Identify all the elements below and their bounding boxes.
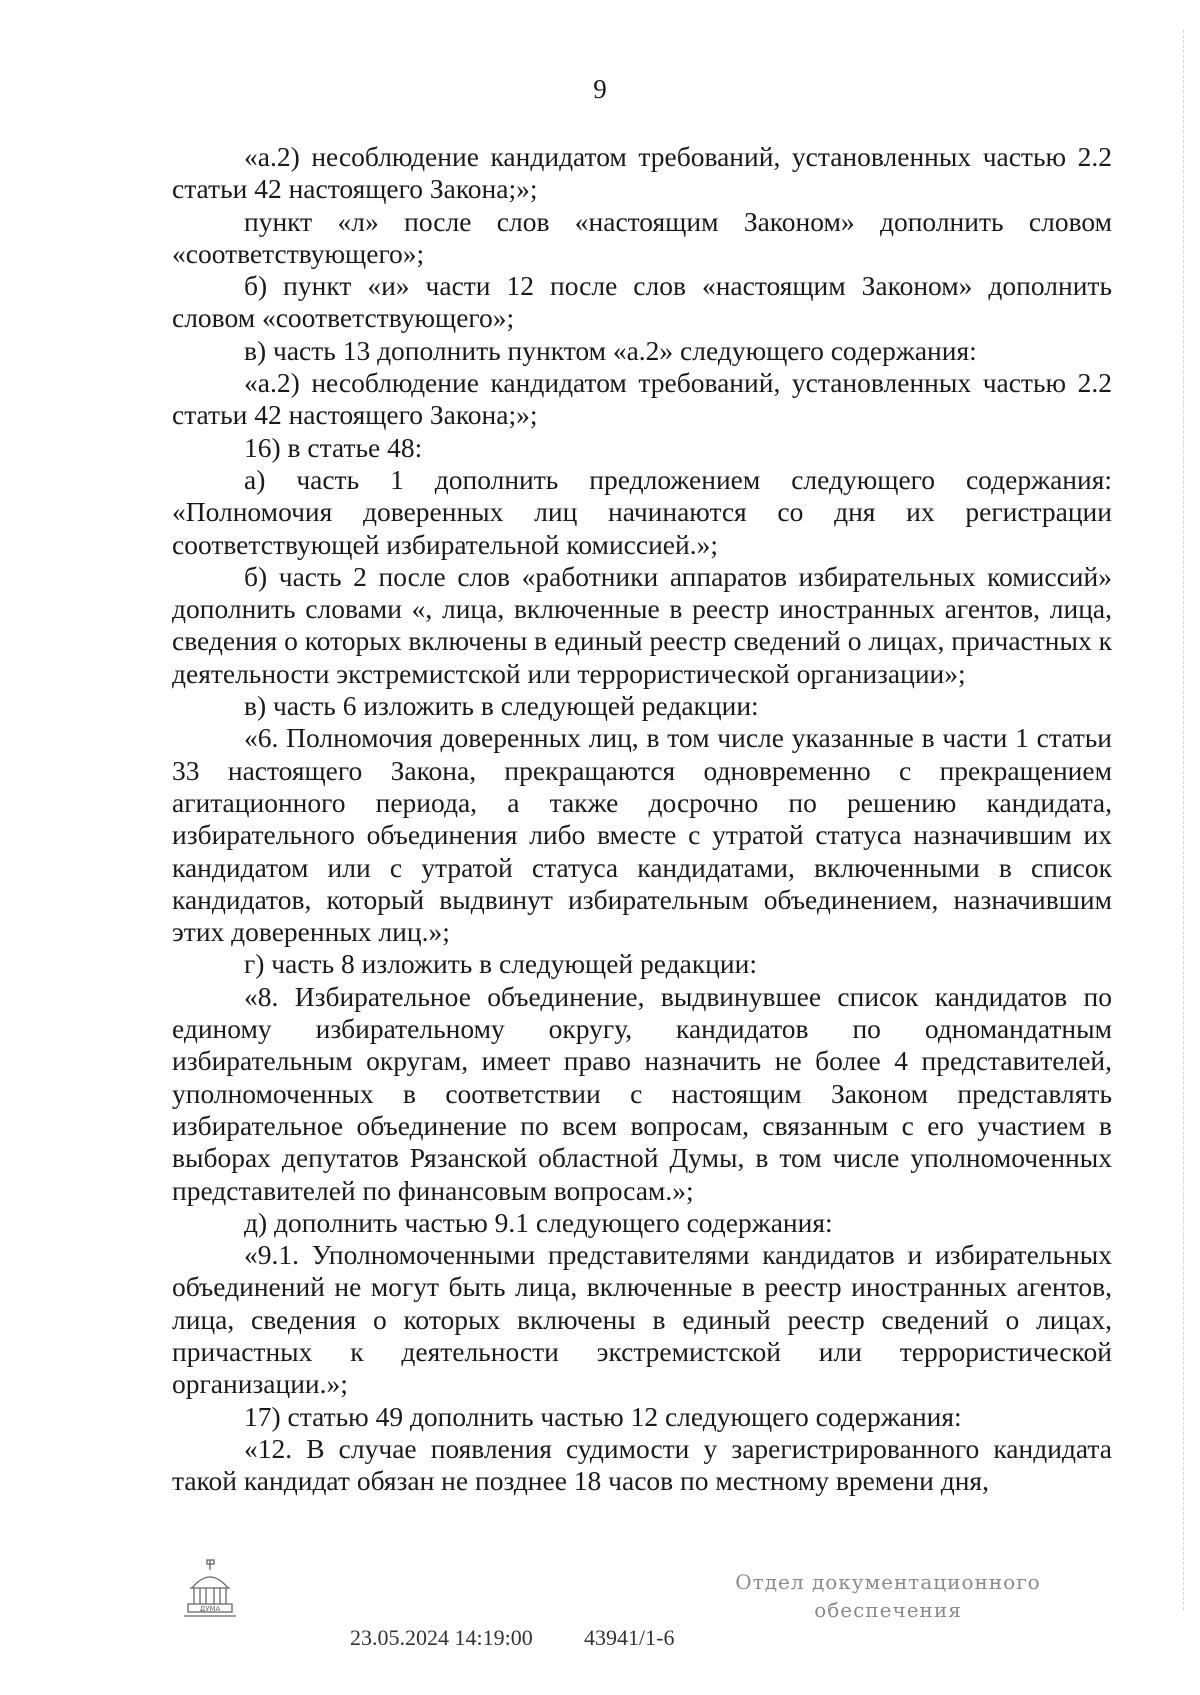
paragraph: г) часть 8 изложить в следующей редакции: [244, 948, 757, 980]
paragraph: «а.2) несоблюдение кандидатом требований, установленных частью 2.2 статьи 42 настоящего Закона;»; [172, 367, 1112, 431]
paragraph: в) часть 13 дополнить пунктом «а.2» следующего содержания: [244, 334, 977, 366]
paragraph: «9.1. Уполномоченными представителями кандидатов и избирательных объединений не могут быть лица, включенные в реестр иностранных агентов, лица, сведения о которых включены в единый реестр сведений о лицах, причастных к деятельности экстремистской или террористической организации.»; [172, 1239, 1112, 1400]
scan-edge-line [1183, 30, 1186, 1610]
paragraph: а) часть 1 дополнить предложением следующего содержания: «Полномочия доверенных лиц начинаются со дня их регистрации соответствующей избирательной комиссией.»; [172, 463, 1112, 560]
stamp-line: Отдел документационного [735, 1570, 1041, 1594]
paragraph: «6. Полномочия доверенных лиц, в том числе указанные в части 1 статьи 33 настоящего Закона, прекращаются одновременно с прекращением агитационного периода, а также досрочно по решению кандидата, избирательного объединения либо вместе с утратой статуса назначившим их кандидатом или с утратой статуса кандидатами, включенными в список кандидатов, который выдвинут избирательным объединением, назначившим этих доверенных лиц.»; [172, 722, 1112, 948]
paragraph: д) дополнить частью 9.1 следующего содержания: [244, 1206, 833, 1238]
stamp-line: обеспечения [814, 1598, 962, 1622]
paragraph: 16) в статье 48: [244, 431, 423, 463]
footer-datetime: 23.05.2024 14:19:00 [350, 1625, 533, 1650]
document-body [172, 141, 1112, 1497]
footer-doc-number: 43941/1-6 [584, 1625, 675, 1650]
paragraph: в) часть 6 изложить в следующей редакции: [244, 690, 759, 722]
department-stamp [728, 1568, 1048, 1624]
paragraph: б) часть 2 после слов «работники аппаратов избирательных комиссий» дополнить словами «, лица, включенные в реестр иностранных агентов, лица, сведения о которых включены в единый реестр сведений о лицах, причастных к деятельности экстремистской или террористической организации»; [172, 560, 1112, 689]
duma-seal-icon [180, 1558, 240, 1620]
paragraph: пункт «л» после слов «настоящим Законом» дополнить словом «соответствующего»; [172, 205, 1112, 269]
paragraph: «12. В случае появления судимости у зарегистрированного кандидата такой кандидат обязан не позднее 18 часов по местному времени дня, [172, 1432, 1112, 1497]
page-number: 9 [593, 74, 607, 104]
paragraph: б) пункт «и» части 12 после слов «настоящим Законом» дополнить словом «соответствующего»; [172, 270, 1112, 334]
paragraph: 17) статью 49 дополнить частью 12 следующего содержания: [244, 1400, 962, 1432]
paragraph: «а.2) несоблюдение кандидатом требований, установленных частью 2.2 статьи 42 настоящего Закона;»; [172, 141, 1112, 205]
paragraph: «8. Избирательное объединение, выдвинувшее список кандидатов по единому избирательному округу, кандидатов по одномандатным избирательным округам, имеет право назначить не более 4 представителей, уполномоченных в соответствии с настоящим Законом представлять избирательное объединение по всем вопросам, связанным с его участием в выборах депутатов Рязанской областной Думы, в том числе уполномоченных представителей по финансовым вопросам.»; [172, 980, 1112, 1206]
svg-text:ДУМА: ДУМА [199, 1605, 221, 1613]
